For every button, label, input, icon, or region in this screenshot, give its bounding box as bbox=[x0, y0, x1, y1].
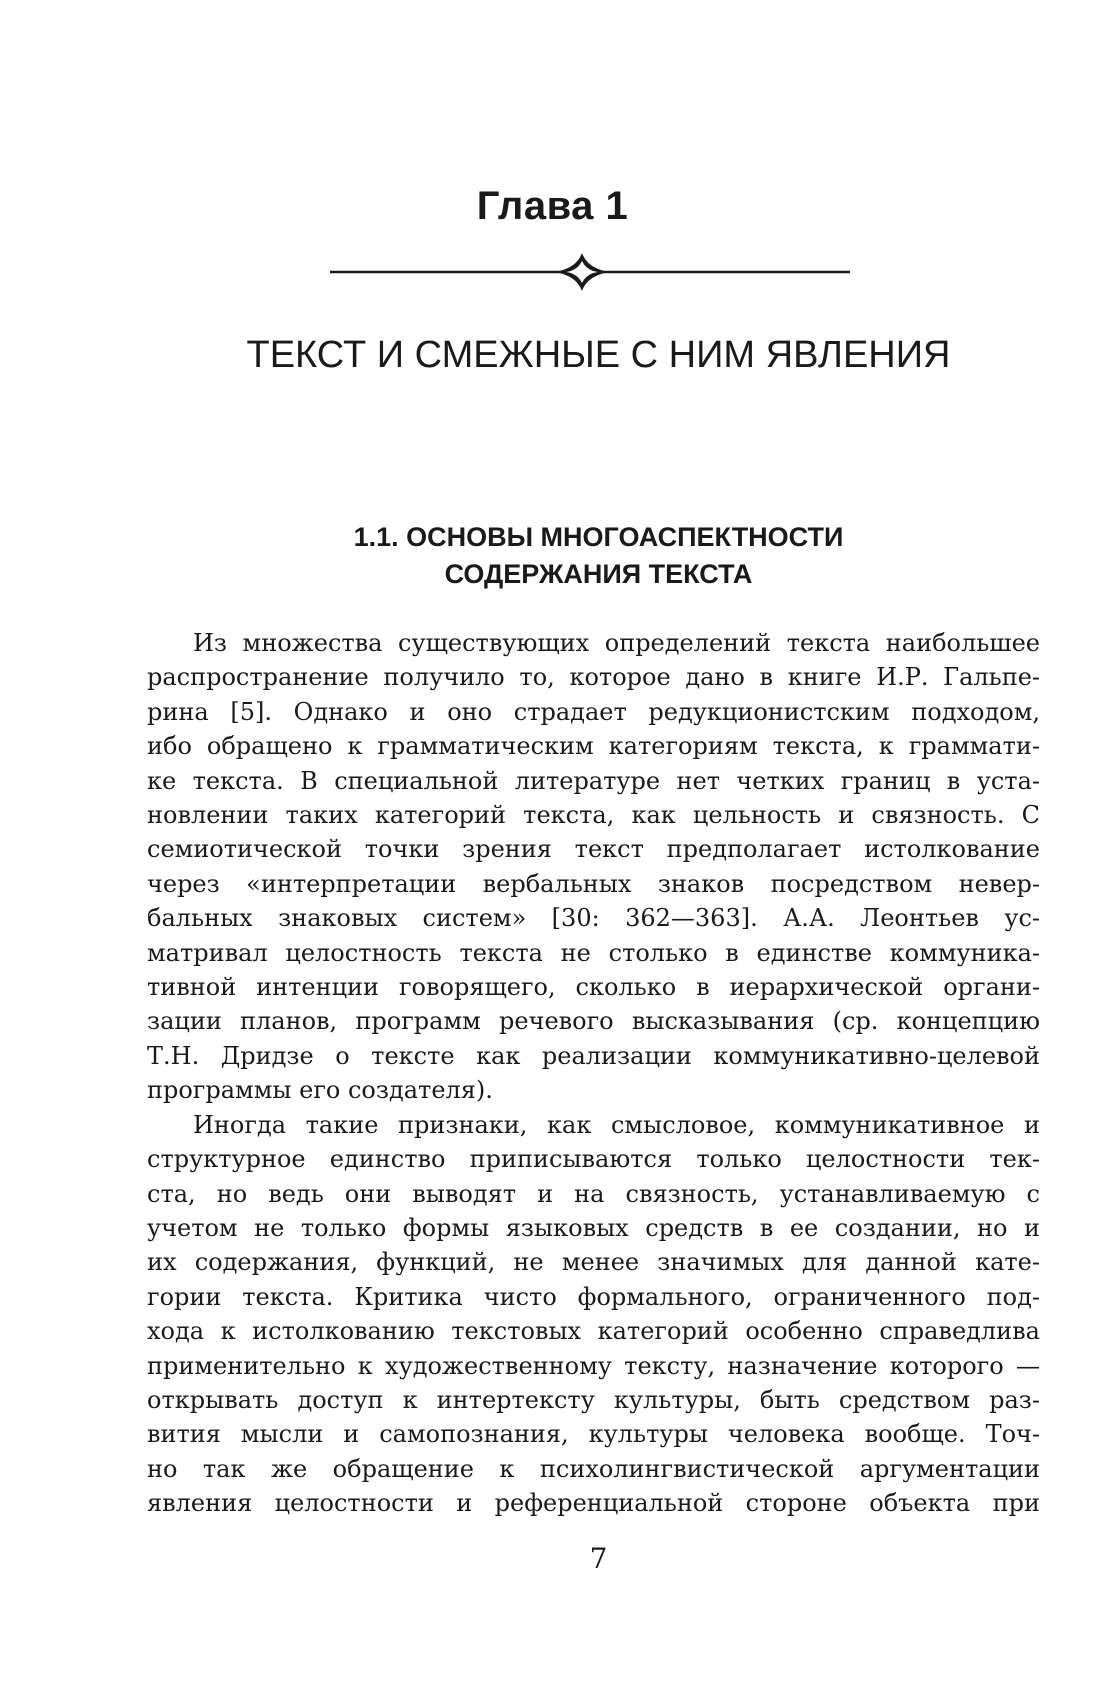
chapter-title: Глава 1 bbox=[476, 184, 629, 228]
text-line: учетом не только формы языковых средств в ее создании, но и bbox=[147, 1213, 1040, 1242]
body-text bbox=[147, 626, 1040, 1521]
section-title-line: 1.1. ОСНОВЫ МНОГОАСПЕКТНОСТИ bbox=[353, 522, 844, 552]
text-line: явления целостности и референциальной стороне объекта при bbox=[147, 1489, 1040, 1518]
text-line: рина [5]. Однако и оно страдает редукционистским подходом, bbox=[147, 697, 1040, 726]
text-line: структурное единство приписываются только целостности тек- bbox=[147, 1145, 1040, 1174]
text-line: зации планов, программ речевого высказывания (ср. концепцию bbox=[147, 1007, 1040, 1036]
text-line: семиотической точки зрения текст предполагает истолкование bbox=[147, 835, 1040, 864]
chapter-subtitle: ТЕКСТ И СМЕЖНЫЕ С НИМ ЯВЛЕНИЯ bbox=[246, 334, 951, 376]
text-line: но так же обращение к психолингвистической аргументации bbox=[147, 1454, 1040, 1483]
text-line: открывать доступ к интертексту культуры, быть средством раз- bbox=[147, 1385, 1040, 1414]
text-line: тивной интенции говорящего, сколько в иерархической органи- bbox=[147, 973, 1040, 1002]
text-line: ста, но ведь они выводят и на связность, устанавливаемую с bbox=[147, 1179, 1040, 1208]
text-line: Из множества существующих определений текста наибольшее bbox=[193, 629, 1040, 657]
text-line: ибо обращено к грамматическим категориям текста, к граммати- bbox=[147, 732, 1040, 761]
text-line: применительно к художественному тексту, назначение которого — bbox=[147, 1351, 1040, 1380]
diamond-divider-icon bbox=[330, 250, 850, 294]
text-line: хода к истолкованию текстовых категорий особенно справедлива bbox=[147, 1317, 1040, 1346]
section-title-line: СОДЕРЖАНИЯ ТЕКСТА bbox=[444, 559, 753, 589]
text-line: через «интерпретации вербальных знаков посредством невер- bbox=[147, 869, 1040, 898]
text-line: Т.Н. Дридзе о тексте как реализации коммуникативно-целевой bbox=[147, 1041, 1040, 1070]
page-number: 7 bbox=[589, 1542, 608, 1575]
text-line: Иногда такие признаки, как смысловое, коммуникативное и bbox=[193, 1110, 1040, 1139]
section-title bbox=[0, 519, 1105, 593]
text-line: новлении таких категорий текста, как цельность и связность. С bbox=[147, 801, 1040, 830]
text-line: программы его создателя). bbox=[147, 1076, 493, 1105]
text-line: вития мысли и самопознания, культуры человека вообще. Точ- bbox=[147, 1420, 1040, 1449]
text-line: распространение получило то, которое дано в книге И.Р. Гальпе- bbox=[147, 663, 1040, 692]
text-line: их содержания, функций, не менее значимых для данной кате- bbox=[147, 1248, 1040, 1277]
text-line: ке текста. В специальной литературе нет четких границ в уста- bbox=[147, 766, 1040, 795]
text-line: бальных знаковых систем» [30: 362—363]. А.А. Леонтьев ус- bbox=[147, 904, 1040, 933]
text-line: матривал целостность текста не столько в единстве коммуника- bbox=[147, 938, 1040, 967]
text-line: гории текста. Критика чисто формального, ограниченного под- bbox=[147, 1282, 1040, 1311]
